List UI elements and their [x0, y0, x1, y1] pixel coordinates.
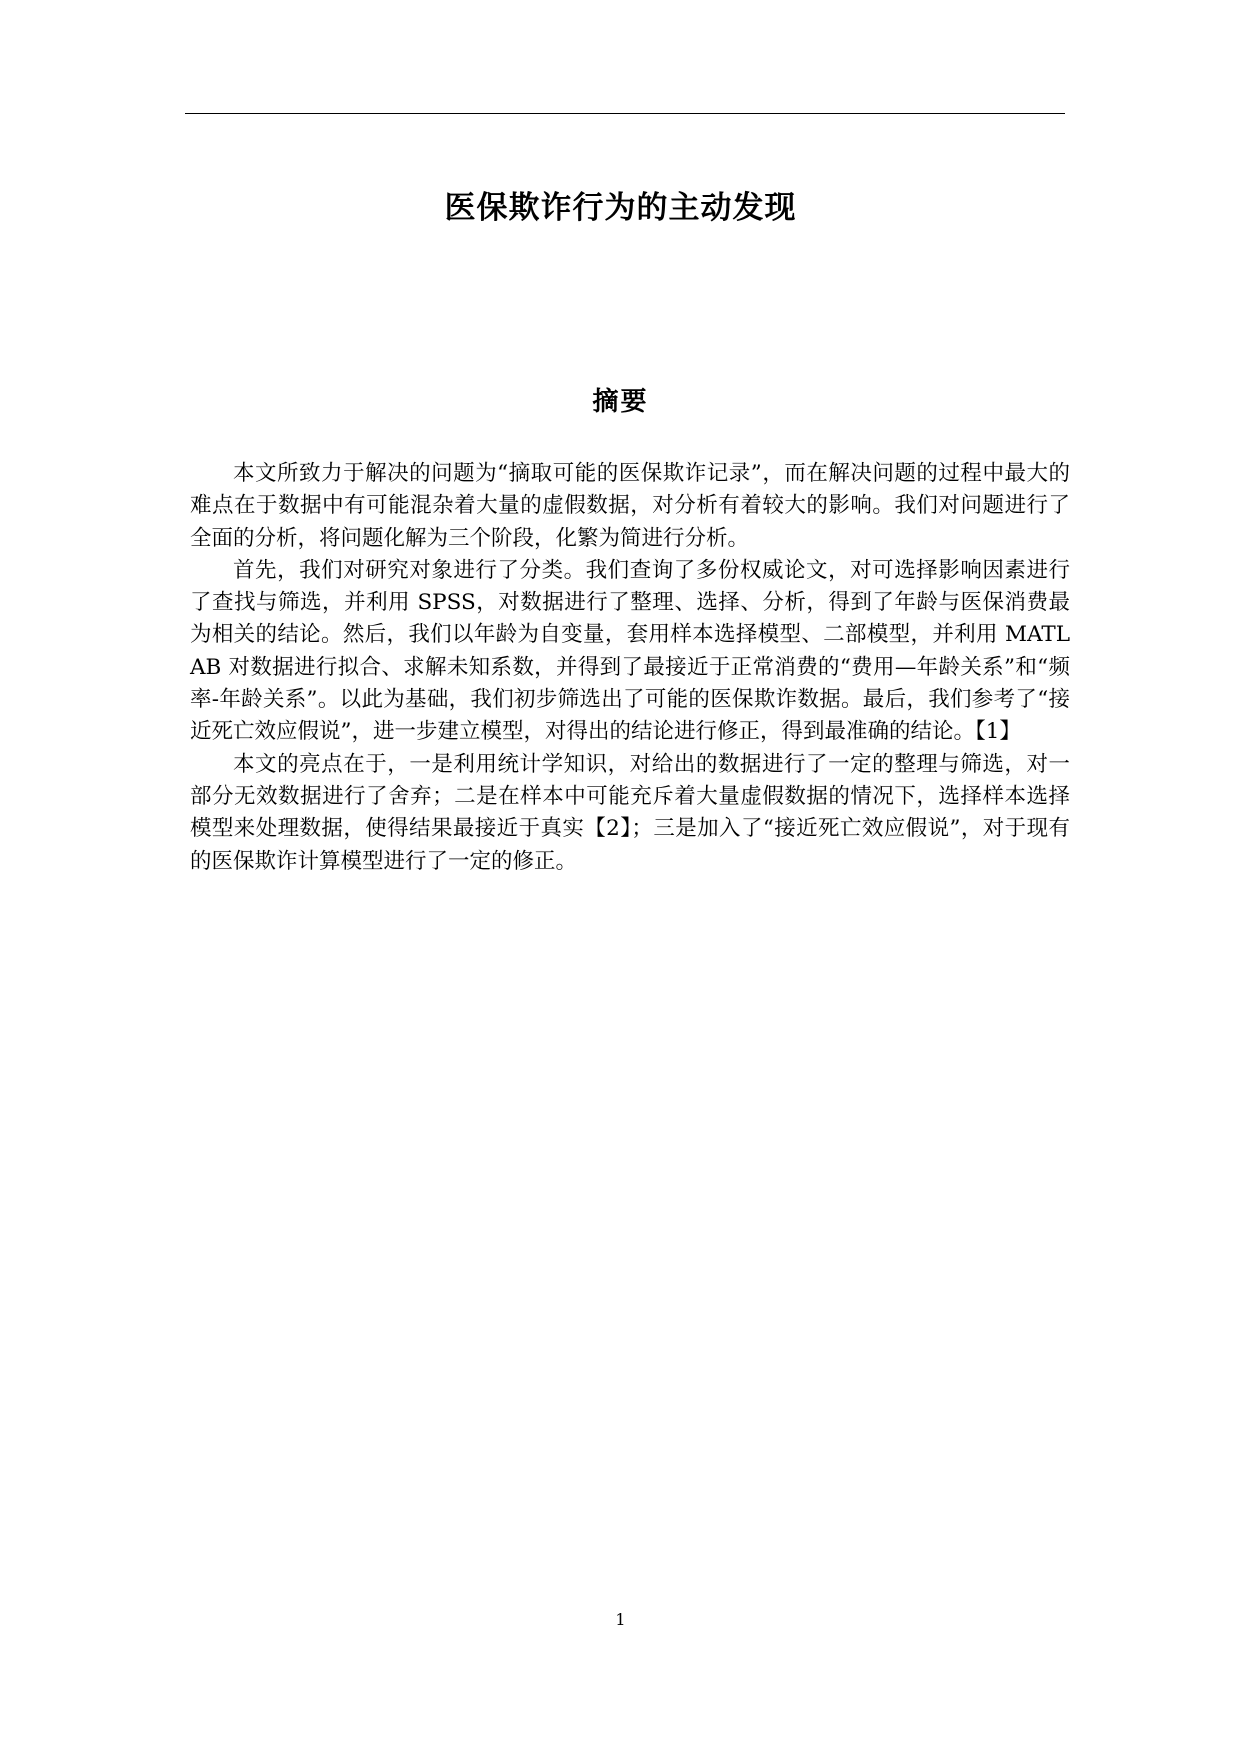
page-number: 1 [615, 1610, 626, 1629]
document-title: 医保欺诈行为的主动发现 [444, 190, 797, 226]
abstract-body [190, 458, 1070, 878]
abstract-paragraph-2: 首先，我们对研究对象进行了分类。我们查询了多份权威论文，对可选择影响因素进行了查找与筛选，并利用 SPSS，对数据进行了整理、选择、分析，得到了年龄与医保消费最为相关的结论。然后，我们以年龄为自变量，套用样本选择模型、二部模型，并利用 MATLAB 对数据进行拟合、求解未知系数，并得到了最接近于正常消费的“费用—年龄关系”和“频率-年龄关系”。以此为基础，我们初步筛选出了可能的医保欺诈数据。最后，我们参考了“接近死亡效应假说”，进一步建立模型，对得出的结论进行修正，得到最准确的结论。【1】 [190, 557, 1070, 745]
header-rule [185, 113, 1065, 114]
abstract-heading: 摘要 [592, 387, 649, 417]
abstract-paragraph-3: 本文的亮点在于，一是利用统计学知识，对给出的数据进行了一定的整理与筛选，对一部分无效数据进行了舍弃；二是在样本中可能充斥着大量虚假数据的情况下，选择样本选择模型来处理数据，使得结果最接近于真实【2】；三是加入了“接近死亡效应假说”，对于现有的医保欺诈计算模型进行了一定的修正。 [190, 751, 1070, 874]
abstract-paragraph-1: 本文所致力于解决的问题为“摘取可能的医保欺诈记录”，而在解决问题的过程中最大的难点在于数据中有可能混杂着大量的虚假数据，对分析有着较大的影响。我们对问题进行了全面的分析，将问题化解为三个阶段，化繁为简进行分析。 [190, 461, 1070, 551]
